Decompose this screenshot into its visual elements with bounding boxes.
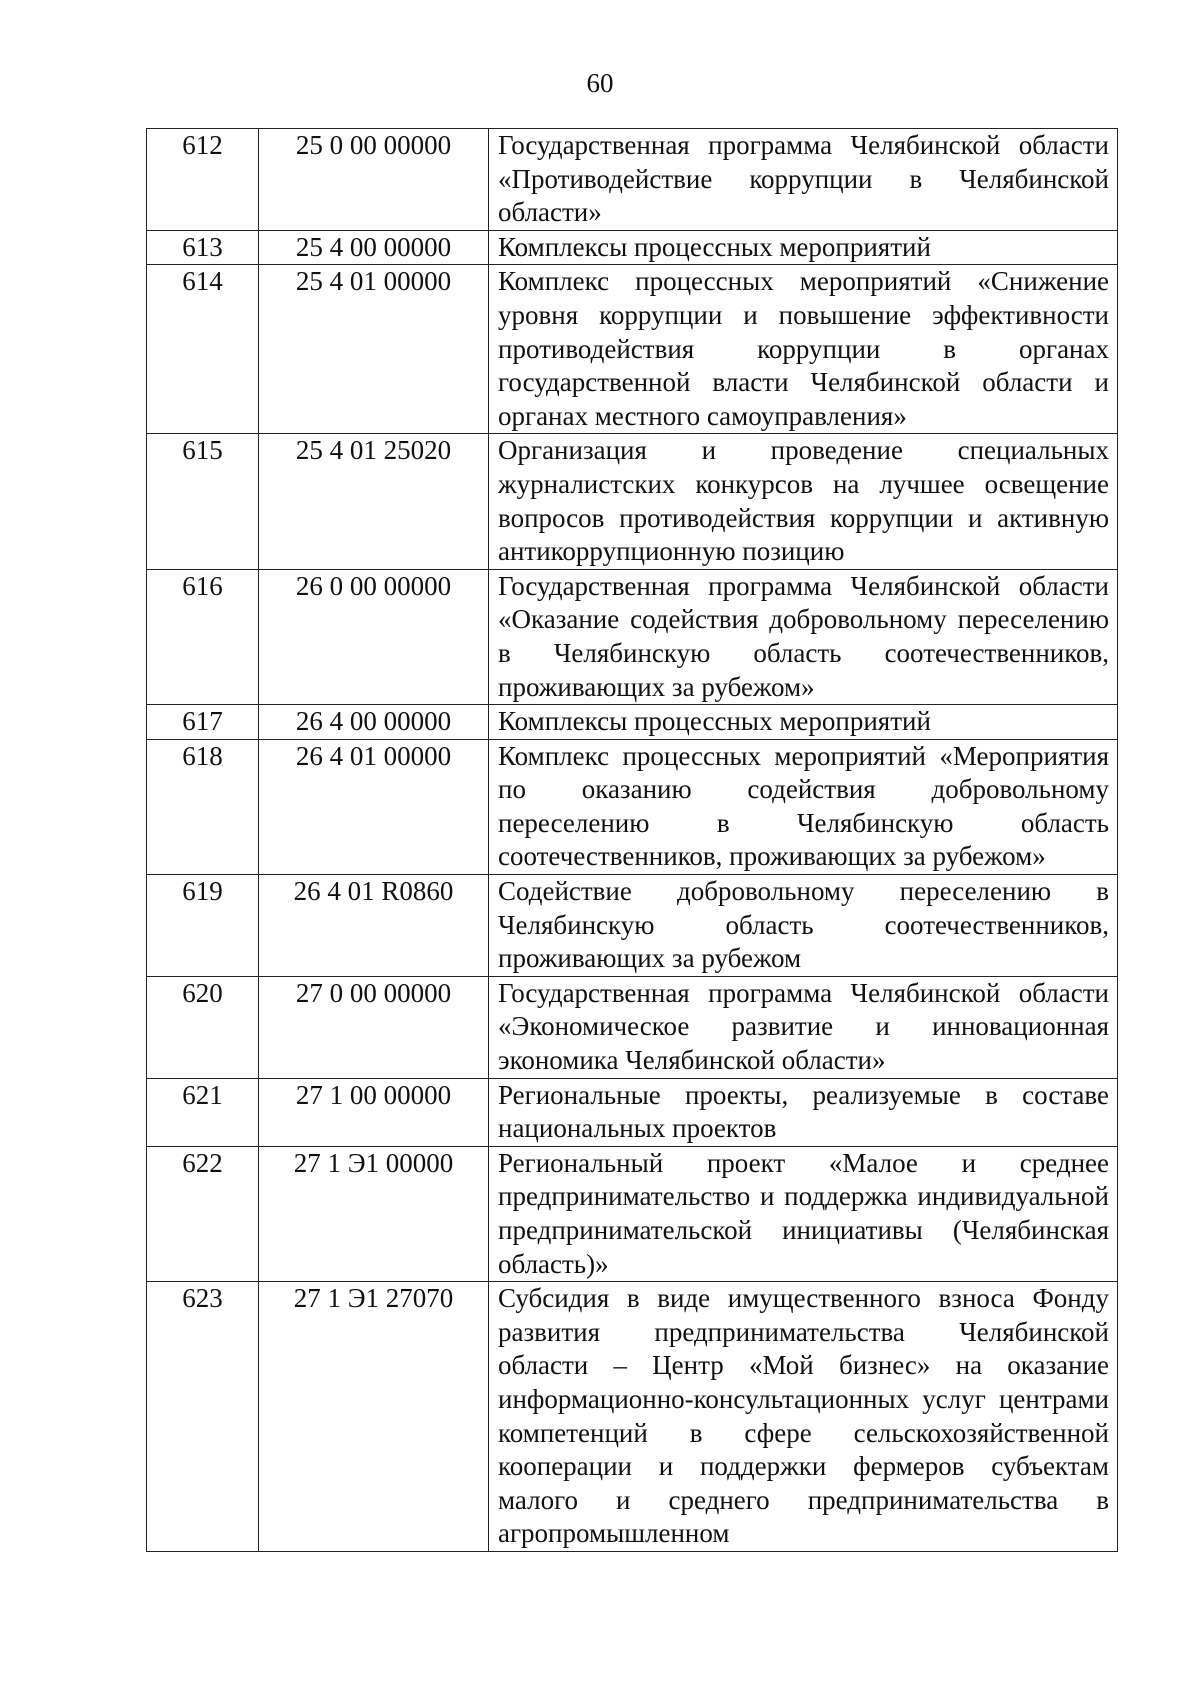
row-number: 612 [147,129,259,231]
row-description-text: Содействие добровольному переселению в Челябинскую область соотечественников, проживающих за рубежом [498,876,1109,974]
budget-codes-table [146,128,1118,1552]
table-row [147,129,1118,231]
table-row [147,265,1118,434]
table-body [147,129,1118,1552]
row-number: 616 [147,569,259,704]
row-description [489,1146,1118,1281]
row-description-text: Комплексы процессных мероприятий [498,706,931,737]
table-row [147,976,1118,1078]
target-article-code: 27 0 00 00000 [259,976,489,1078]
table-row [147,1282,1118,1552]
target-article-code: 25 4 01 00000 [259,265,489,434]
target-article-code: 27 1 Э1 00000 [259,1146,489,1281]
row-number: 621 [147,1078,259,1146]
row-number: 623 [147,1282,259,1552]
target-article-code: 26 0 00 00000 [259,569,489,704]
table-row [147,875,1118,977]
row-description [489,1078,1118,1146]
row-description [489,705,1118,740]
row-number: 617 [147,705,259,740]
target-article-code: 27 1 Э1 27070 [259,1282,489,1552]
target-article-code: 25 4 01 25020 [259,434,489,569]
row-number: 614 [147,265,259,434]
row-description [489,1282,1118,1552]
row-description [489,569,1118,704]
table-row [147,1146,1118,1281]
row-description-text: Государственная программа Челябинской области «Экономическое развитие и инновационная экономика Челябинской области» [498,977,1109,1076]
target-article-code: 26 4 01 R0860 [259,875,489,977]
row-description [489,875,1118,977]
table-row [147,230,1118,265]
table-row [147,434,1118,569]
target-article-code: 27 1 00 00000 [259,1078,489,1146]
row-description-text: Комплексы процессных мероприятий [498,231,931,262]
row-number: 622 [147,1146,259,1281]
row-description-text: Региональный проект «Малое и среднее предпринимательство и поддержка индивидуальной предпринимательской инициативы (Челябинская область)» [498,1147,1109,1279]
row-number: 613 [147,230,259,265]
row-description-text: Государственная программа Челябинской области «Оказание содействия добровольному переселению в Челябинскую область соотечественников, проживающих за рубежом» [498,570,1109,702]
table-row [147,739,1118,874]
row-description-text: Комплекс процессных мероприятий «Снижение уровня коррупции и повышение эффективности противодействия коррупции в органах государственной власти Челябинской области и органах местного самоуправления» [498,266,1109,431]
row-number: 615 [147,434,259,569]
table-row [147,705,1118,740]
table-row [147,1078,1118,1146]
row-description [489,129,1118,231]
row-description-text: Субсидия в виде имущественного взноса Фонду развития предпринимательства Челябинской области – Центр «Мой бизнес» на оказание информационно-консультационных услуг центрами компетенций в сфере сельскохозяйственной кооперации и поддержки фермеров субъектам малого и среднего предпринимательства в агропромышленном [498,1283,1109,1549]
row-description-text: Государственная программа Челябинской области «Противодействие коррупции в Челябинской области» [498,130,1109,228]
row-description [489,434,1118,569]
row-description [489,230,1118,265]
row-description-text: Региональные проекты, реализуемые в составе национальных проектов [498,1079,1109,1144]
table-row [147,569,1118,704]
row-description-text: Организация и проведение специальных журналистских конкурсов на лучшее освещение вопросов противодействия коррупции и активную антикоррупционную позицию [498,435,1109,567]
row-description [489,265,1118,434]
target-article-code: 25 0 00 00000 [259,129,489,231]
row-description-text: Комплекс процессных мероприятий «Мероприятия по оказанию содействия добровольному переселению в Челябинскую область соотечественников, проживающих за рубежом» [498,740,1109,872]
target-article-code: 25 4 00 00000 [259,230,489,265]
row-number: 618 [147,739,259,874]
row-description [489,976,1118,1078]
row-description [489,739,1118,874]
target-article-code: 26 4 01 00000 [259,739,489,874]
row-number: 620 [147,976,259,1078]
row-number: 619 [147,875,259,977]
page-number: 60 [586,68,614,98]
target-article-code: 26 4 00 00000 [259,705,489,740]
